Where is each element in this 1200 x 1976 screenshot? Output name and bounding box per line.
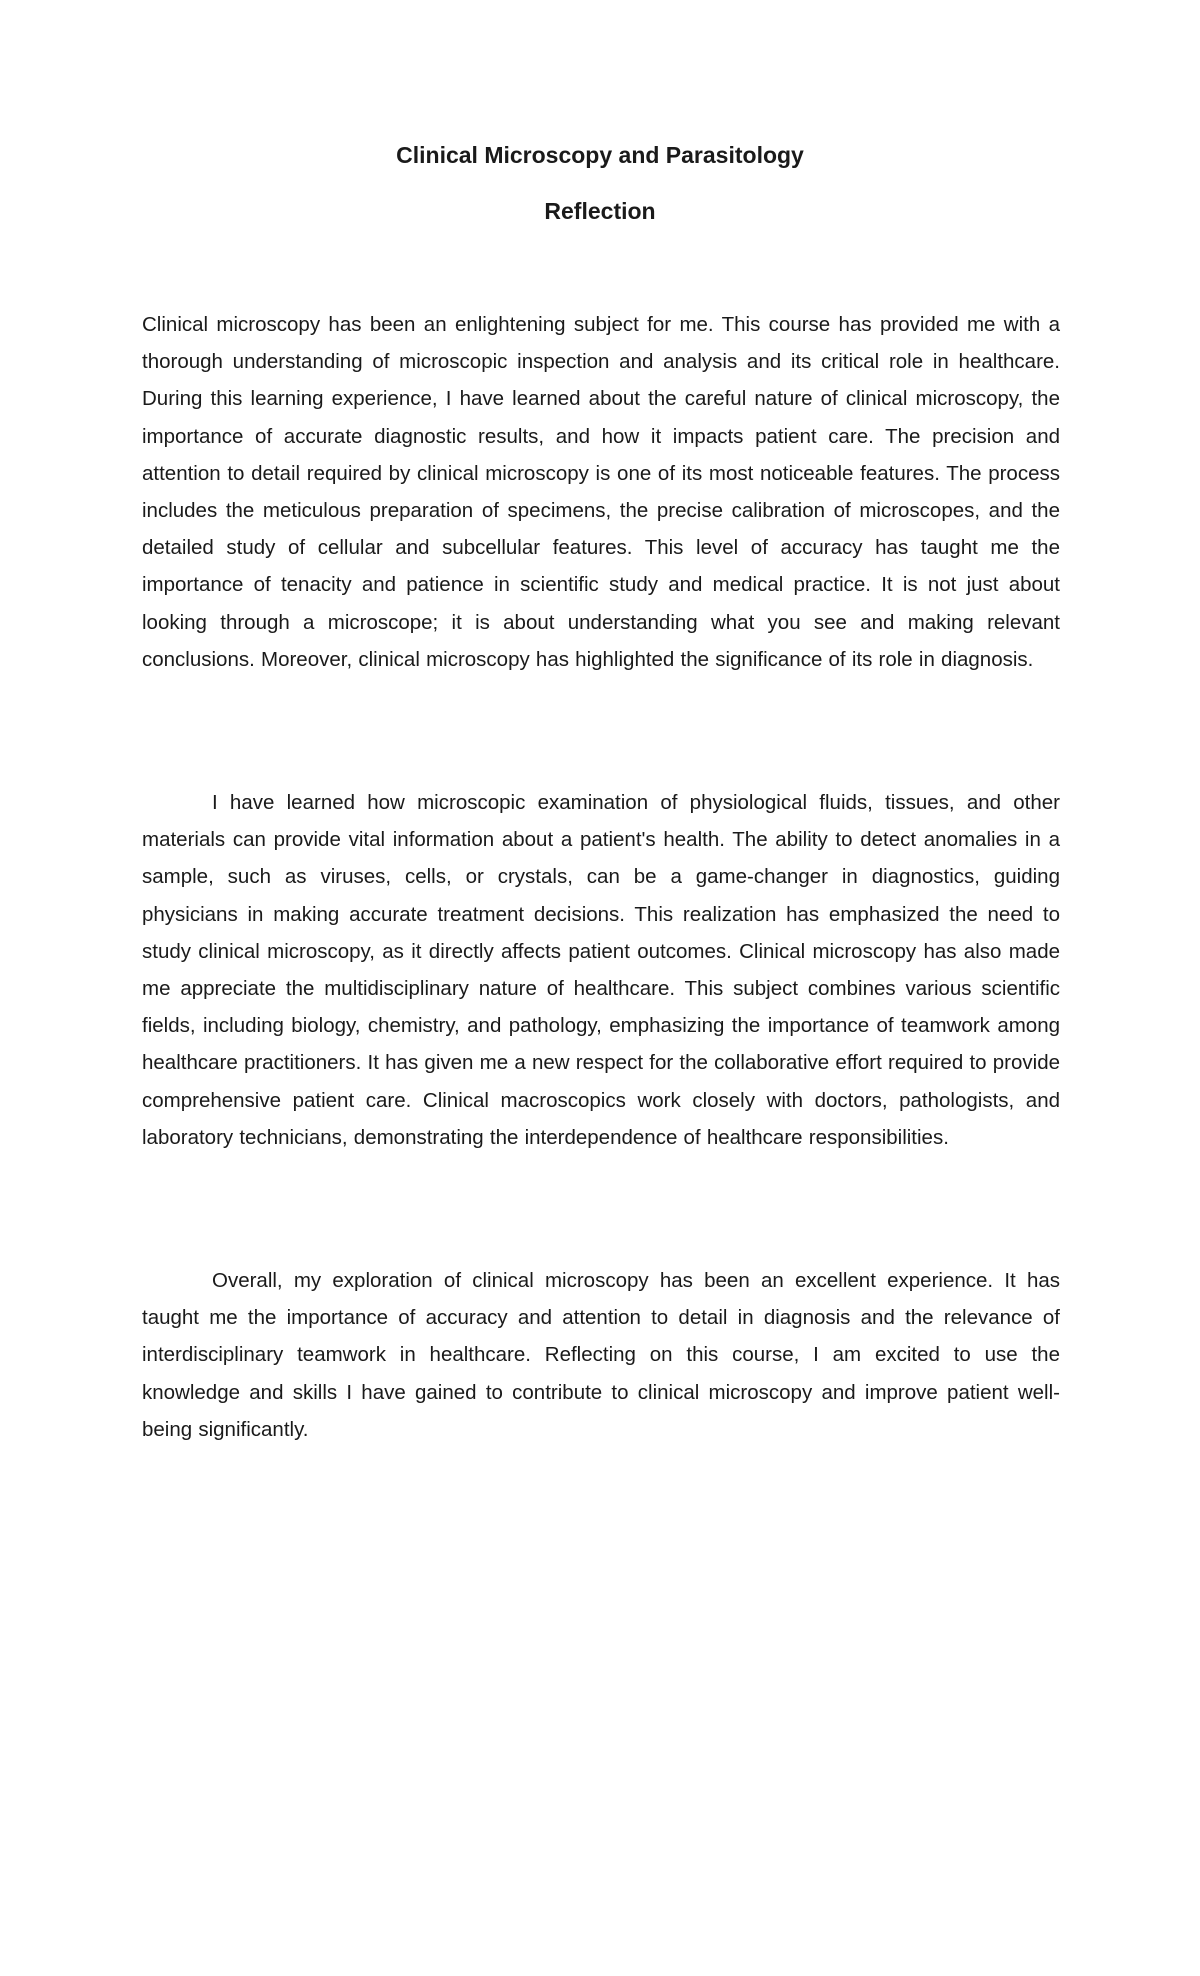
document-title: Clinical Microscopy and Parasitology	[396, 142, 804, 168]
paragraph-3: Overall, my exploration of clinical microscopy has been an excellent experience. It has taught me the importance of accuracy and attention to detail in diagnosis and the relevance of interdisciplinary teamwork in healthcare. Reflecting on this course, I am excited to use the knowledge and skills I have gained to contribute to clinical microscopy and improve patient well-being significantly.	[142, 1269, 1060, 1441]
document-subtitle: Reflection	[544, 198, 656, 224]
paragraph-1: Clinical microscopy has been an enlightening subject for me. This course has provided me with a thorough understanding of microscopic inspection and analysis and its critical role in healthcare. During this learning experience, I have learned about the careful nature of clinical microscopy, the importance of accurate diagnostic results, and how it impacts patient care. The precision and attention to detail required by clinical microscopy is one of its most noticeable features. The process includes the meticulous preparation of specimens, the precise calibration of microscopes, and the detailed study of cellular and subcellular features. This level of accuracy has taught me the importance of tenacity and patience in scientific study and medical practice. It is not just about looking through a microscope; it is about understanding what you see and making relevant conclusions. Moreover, clinical microscopy has highlighted the significance of its role in diagnosis.	[142, 313, 1060, 671]
paragraph-2: I have learned how microscopic examination of physiological fluids, tissues, and other materials can provide vital information about a patient's health. The ability to detect anomalies in a sample, such as viruses, cells, or crystals, can be a game-changer in diagnostics, guiding physicians in making accurate treatment decisions. This realization has emphasized the need to study clinical microscopy, as it directly affects patient outcomes. Clinical microscopy has also made me appreciate the multidisciplinary nature of healthcare. This subject combines various scientific fields, including biology, chemistry, and pathology, emphasizing the importance of teamwork among healthcare practitioners. It has given me a new respect for the collaborative effort required to provide comprehensive patient care. Clinical macroscopics work closely with doctors, pathologists, and laboratory technicians, demonstrating the interdependence of healthcare responsibilities.	[142, 791, 1060, 1149]
